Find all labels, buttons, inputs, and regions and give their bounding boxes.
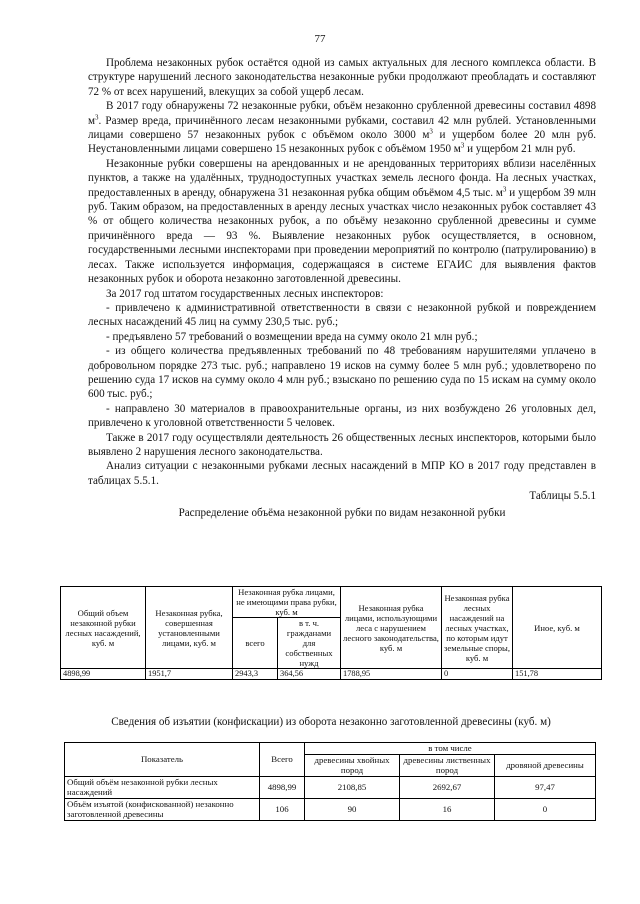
list-item: - направлено 30 материалов в правоохранительные органы, из них возбуждено 26 уголовных дел, привлечено к уголовной ответственности 5 человек. [88, 402, 596, 430]
table-cell: 1951,7 [146, 669, 233, 680]
table-cell: 90 [305, 798, 400, 820]
table-cell: 1788,95 [341, 669, 442, 680]
body-text [88, 56, 596, 520]
table-cell: 97,47 [495, 776, 596, 798]
table-row [65, 776, 596, 798]
table-header: Общий объем незаконной рубки лесных насаждений, куб. м [61, 587, 146, 669]
table-caption: Распределение объёма незаконной рубки по видам незаконной рубки [178, 506, 506, 519]
table-cell: 0 [442, 669, 513, 680]
table-header: древесины хвойных пород [305, 754, 400, 776]
table-header: в т. ч. гражданами для собственных нужд [278, 618, 341, 669]
paragraph: Также в 2017 году осуществляли деятельность 26 общественных лесных инспекторов, которыми было выявлено 2 нарушения лесного законодательства. [88, 431, 596, 458]
table-label: Таблицы 5.5.1 [529, 490, 596, 503]
table-caption: Сведения об изъятии (конфискации) из оборота незаконно заготовленной древесины (куб. м) [111, 716, 551, 728]
paragraph: Незаконные рубки совершены на арендованных и не арендованных территориях вблизи населённых пунктов, а также на удалённых, труднодоступных участках земель лесного фонда. На лесных участках, предоставленных в аренду, обнаружена 31 незаконная рубка общим объёмом 4,5 тыс. $м^3$ и ущербом 39 млн руб. Таким образом, на предоставленных в аренду лесных участках число незаконных рубок составляет 43 % от общего количества незаконных рубок, а по объёму незаконно срубленной древесины и сумме причинённого вреда — 93 %. Выявление незаконных рубок осуществляется, в основном, государственными лесными инспекторами при проведении мероприятий по контролю (патрулированию) в лесах. Также используется информация, содержащаяся в системе ЕГАИС для выявления фактов незаконных рубок и оборота незаконно заготовленной древесины. [88, 157, 596, 286]
page-number: 77 [314, 33, 326, 45]
list-item: - привлечено к административной ответственности в связи с незаконной рубкой и повреждением лесных насаждений 45 лиц на сумму 230,5 тыс. руб.; [88, 301, 596, 329]
table-header: Иное, куб. м [513, 587, 602, 669]
table-row [65, 798, 596, 820]
confiscation-table [64, 742, 596, 821]
table-header: всего [233, 618, 278, 669]
table-cell: 16 [400, 798, 495, 820]
table-cell: Объём изъятой (конфискованной) незаконно заготовленной древесины [65, 798, 260, 820]
table-cell: 0 [495, 798, 596, 820]
table-cell: 2108,85 [305, 776, 400, 798]
list-item: - предъявлено 57 требований о возмещении вреда на сумму около 21 млн руб.; [106, 330, 478, 343]
volume-distribution-table [60, 586, 602, 680]
table-header: в том числе [305, 743, 596, 755]
table-cell: 2692,67 [400, 776, 495, 798]
table-header: Незаконная рубка лицами, не имеющими права рубки, куб. м [233, 587, 341, 618]
paragraph: За 2017 год штатом государственных лесных инспекторов: [106, 287, 384, 300]
paragraph: В 2017 году обнаружены 72 незаконные рубки, объём незаконно срубленной древесины составил 4898 $м^3$. Размер вреда, причинённого лесам незаконными рубками, составил 42 млн рублей. Установленными лицами совершено 57 незаконных рубок с объёмом около 3000 $м^3$ и ущербом более 20 млн руб. Неустановленными лицами совершено 15 незаконных рубок с объёмом 1950 $м^3$ и ущербом 21 млн руб. [88, 100, 596, 156]
table-header: древесины лиственных пород [400, 754, 495, 776]
table-cell: Общий объём незаконной рубки лесных насаждений [65, 776, 260, 798]
table-header: Незаконная рубка лесных насаждений на лесных участках, по которым идут земельные споры, куб. м [442, 587, 513, 669]
table-cell: 2943,3 [233, 669, 278, 680]
paragraph: Проблема незаконных рубок остаётся одной из самых актуальных для лесного комплекса области. В структуре нарушений лесного законодательства незаконные рубки продолжают преобладать и составляют 72 % от всех нарушений, влекущих за собой ущерб лесам. [88, 57, 596, 98]
table-row [61, 669, 602, 680]
table-header: Всего [260, 743, 305, 777]
list-item: - из общего количества предъявленных требований по 48 требованиям нарушителями уплачено в добровольном порядке 273 тыс. руб.; направлено 19 исков на сумму более 5 млн руб.; удовлетворено по решению суда 17 исков на сумму около 4 млн руб.; взыскано по решению суда по 15 искам на сумму около 600 тыс. руб.; [88, 345, 596, 401]
paragraph: Анализ ситуации с незаконными рубками лесных насаждений в МПР КО в 2017 году представлен в таблицах 5.5.1. [88, 460, 596, 487]
table-cell: 364,56 [278, 669, 341, 680]
table-cell: 4898,99 [260, 776, 305, 798]
table-header: Незаконная рубка, совершенная установленными лицами, куб. м [146, 587, 233, 669]
table-cell: 106 [260, 798, 305, 820]
table-header: Показатель [65, 743, 260, 777]
table-cell: 151,78 [513, 669, 602, 680]
table-header: Незаконная рубка лицами, использующими леса с нарушением лесного законодательства, куб. м [341, 587, 442, 669]
table-header: дровяной древесины [495, 754, 596, 776]
table-cell: 4898,99 [61, 669, 146, 680]
